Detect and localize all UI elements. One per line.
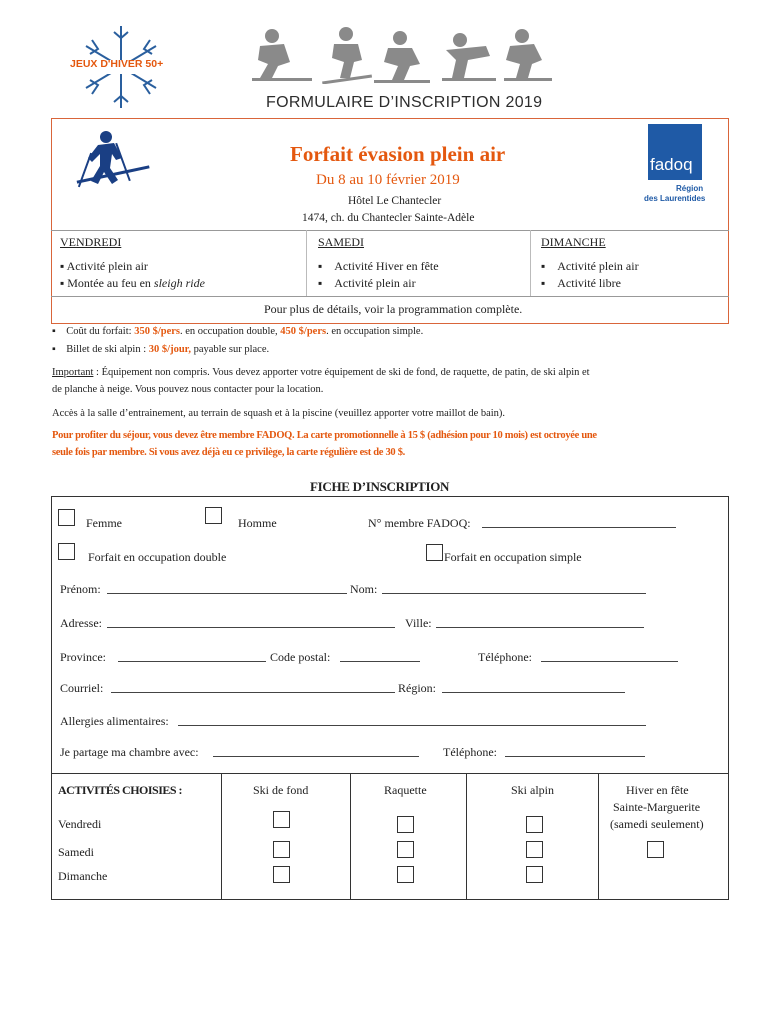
col-raquette: Raquette — [384, 783, 427, 797]
day-saturday: SAMEDI — [318, 235, 365, 249]
row-friday: Vendredi — [58, 817, 102, 831]
xc-skier-icon — [76, 128, 152, 198]
region-label: Région: — [398, 681, 436, 695]
address-input[interactable] — [107, 616, 395, 628]
member-no-label: N° membre FADOQ: — [368, 516, 471, 530]
sunday-item-2: ▪ Activité libre — [541, 276, 621, 290]
roommate-phone-input[interactable] — [505, 745, 645, 757]
province-label: Province: — [60, 650, 106, 664]
sunday-ski-de-fond-checkbox[interactable] — [273, 866, 290, 883]
single-checkbox[interactable] — [426, 544, 443, 561]
friday-ski-alpin-checkbox[interactable] — [526, 816, 543, 833]
roommate-input[interactable] — [213, 745, 419, 757]
email-input[interactable] — [111, 681, 395, 693]
form-title: FICHE D’INSCRIPTION — [310, 479, 450, 494]
package-dates: Du 8 au 10 février 2019 — [316, 172, 460, 188]
male-checkbox[interactable] — [205, 507, 222, 524]
hotel-name: Hôtel Le Chantecler — [348, 195, 442, 207]
postal-input[interactable] — [340, 650, 420, 662]
col-hiver-line3: (samedi seulement) — [610, 817, 704, 831]
friday-raquette-checkbox[interactable] — [397, 816, 414, 833]
allergies-label: Allergies alimentaires: — [60, 714, 169, 728]
saturday-item-2: ▪ Activité plein air — [318, 276, 416, 290]
postal-label: Code postal: — [270, 650, 331, 664]
fadoq-region-line2: des Laurentides — [644, 194, 706, 203]
email-label: Courriel: — [60, 681, 104, 695]
member-no-input[interactable] — [482, 516, 676, 528]
male-label: Homme — [238, 516, 277, 530]
phone-label: Téléphone: — [478, 650, 532, 664]
col-ski-alpin: Ski alpin — [511, 783, 555, 797]
curler-silhouette-icon — [265, 29, 279, 43]
event-logo-text: JEUX D'HIVER 50+ — [70, 58, 164, 70]
female-label: Femme — [86, 516, 122, 530]
package-title: Forfait évasion plein air — [290, 142, 506, 166]
city-input[interactable] — [436, 616, 644, 628]
sport-silhouettes — [250, 26, 555, 84]
female-checkbox[interactable] — [58, 509, 75, 526]
cost-line: ▪ Coût du forfait: 350 $/pers. en occupation double, 450 $/pers. en occupation simple. — [52, 326, 424, 337]
fadoq-logo — [648, 124, 702, 180]
form-title: FORMULAIRE D’INSCRIPTION 2019 — [266, 94, 543, 111]
day-sunday: DIMANCHE — [541, 235, 606, 249]
col-hiver-line1: Hiver en fête — [626, 783, 689, 797]
event-logo — [66, 22, 176, 112]
more-details: Pour plus de détails, voir la programmation complète. — [264, 302, 523, 316]
friday-item-1: ▪ Activité plein air — [60, 259, 148, 273]
important-line-1: Important : Équipement non compris. Vous devez apporter votre équipement de ski de fond, de raquette, de patin, de ski alpin et — [52, 367, 590, 378]
row-saturday: Samedi — [58, 845, 94, 859]
roommate-label: Je partage ma chambre avec: — [60, 745, 199, 759]
col-hiver-line2: Sainte-Marguerite — [613, 800, 701, 814]
access-note: Accès à la salle d’entrainement, au terrain de squash et à la piscine (veuillez apporter votre maillot de bain). — [52, 408, 506, 419]
phone-input[interactable] — [541, 650, 678, 662]
important-line-2: de planche à neige. Vous pouvez nous contacter pour la location. — [52, 384, 324, 395]
sunday-raquette-checkbox[interactable] — [397, 866, 414, 883]
skier-silhouette-icon — [339, 27, 353, 41]
skater-silhouette-icon — [453, 33, 467, 47]
saturday-item-1: ▪ Activité Hiver en fête — [318, 259, 439, 273]
region-input[interactable] — [442, 681, 625, 693]
fadoq-logo-text: fadoq — [650, 155, 693, 174]
saturday-raquette-checkbox[interactable] — [397, 841, 414, 858]
day-friday: VENDREDI — [60, 235, 122, 249]
city-label: Ville: — [405, 616, 432, 630]
last-name-label: Nom: — [350, 582, 378, 596]
sunday-item-1: ▪ Activité plein air — [541, 259, 639, 273]
address-label: Adresse: — [60, 616, 102, 630]
col-ski-de-fond: Ski de fond — [253, 783, 309, 797]
double-checkbox[interactable] — [58, 543, 75, 560]
double-label: Forfait en occupation double — [88, 550, 227, 564]
allergies-input[interactable] — [178, 714, 646, 726]
saturday-ski-alpin-checkbox[interactable] — [526, 841, 543, 858]
single-label: Forfait en occupation simple — [444, 550, 582, 564]
last-name-input[interactable] — [382, 582, 646, 594]
first-name-input[interactable] — [107, 582, 347, 594]
row-sunday: Dimanche — [58, 869, 108, 883]
xc-skier-logo — [76, 128, 152, 198]
ski-line: ▪ Billet de ski alpin : 30 $/jour, payable sur place. — [52, 344, 270, 355]
xc-skier-silhouette-icon — [393, 31, 407, 45]
friday-item-2: ▪ Montée au feu en sleigh ride — [60, 276, 205, 290]
first-name-label: Prénom: — [60, 582, 101, 596]
saturday-hiver-en-fete-checkbox[interactable] — [647, 841, 664, 858]
roommate-phone-label: Téléphone: — [443, 745, 497, 759]
membership-line-2: seule fois par membre. Si vous avez déjà eu ce privilège, la carte régulière est de 30 $. — [52, 447, 405, 458]
sunday-ski-alpin-checkbox[interactable] — [526, 866, 543, 883]
hotel-address: 1474, ch. du Chantecler Sainte-Adèle — [302, 212, 475, 224]
hockey-player-silhouette-icon — [515, 29, 529, 43]
fadoq-region-line1: Région — [676, 184, 704, 193]
activities-header: ACTIVITÉS CHOISIES : — [58, 783, 183, 797]
province-input[interactable] — [118, 650, 266, 662]
membership-line-1: Pour profiter du séjour, vous devez être membre FADOQ. La carte promotionnelle à 15 $ (adhésion pour 10 mois) est octroyée une — [52, 430, 597, 441]
saturday-ski-de-fond-checkbox[interactable] — [273, 841, 290, 858]
friday-ski-de-fond-checkbox[interactable] — [273, 811, 290, 828]
